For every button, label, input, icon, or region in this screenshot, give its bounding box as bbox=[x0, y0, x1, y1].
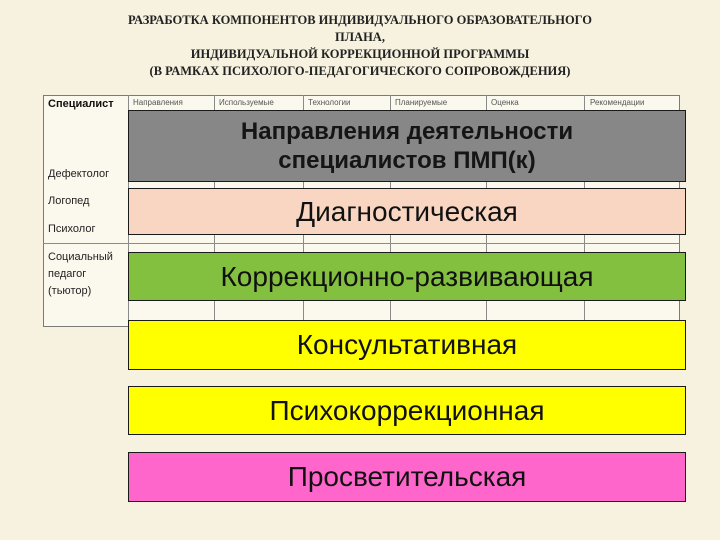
direction-consultative: Консультативная bbox=[128, 320, 686, 370]
column-header: Направления bbox=[133, 98, 183, 107]
column-header: Используемые bbox=[219, 98, 274, 107]
direction-correctional-developmental: Коррекционно-развивающая bbox=[128, 252, 686, 301]
row-label-psychologist: Психолог bbox=[48, 223, 96, 235]
table-divider bbox=[43, 243, 680, 244]
directions-header-banner bbox=[128, 110, 686, 182]
column-header: Оценка bbox=[491, 98, 519, 107]
row-label-defectologist: Дефектолог bbox=[48, 168, 110, 180]
title-line-3: ИНДИВИДУАЛЬНОЙ КОРРЕКЦИОННОЙ ПРОГРАММЫ bbox=[190, 47, 530, 61]
directions-header-line-2: специалистов ПМП(к) bbox=[278, 147, 536, 174]
direction-diagnostic: Диагностическая bbox=[128, 188, 686, 235]
title-line-2: ПЛАНА, bbox=[335, 30, 385, 44]
column-header: Планируемые bbox=[395, 98, 448, 107]
row-label-social-pedagogue: Социальный педагог (тьютор) bbox=[48, 251, 113, 297]
specialist-column-header: Специалист bbox=[48, 98, 114, 110]
column-header: Технологии bbox=[308, 98, 351, 107]
slide-title bbox=[40, 12, 680, 80]
direction-psychocorrectional: Психокоррекционная bbox=[128, 386, 686, 435]
column-header: Рекомендации bbox=[590, 98, 645, 107]
row-label-speech-therapist: Логопед bbox=[48, 195, 90, 207]
direction-educational: Просветительская bbox=[128, 452, 686, 502]
title-line-1: РАЗРАБОТКА КОМПОНЕНТОВ ИНДИВИДУАЛЬНОГО ОБРАЗОВАТЕЛЬНОГО bbox=[127, 13, 593, 27]
directions-header-line-1: Направления деятельности bbox=[240, 118, 574, 145]
title-line-4: (В РАМКАХ ПСИХОЛОГО-ПЕДАГОГИЧЕСКОГО СОПРОВОЖДЕНИЯ) bbox=[149, 64, 571, 78]
